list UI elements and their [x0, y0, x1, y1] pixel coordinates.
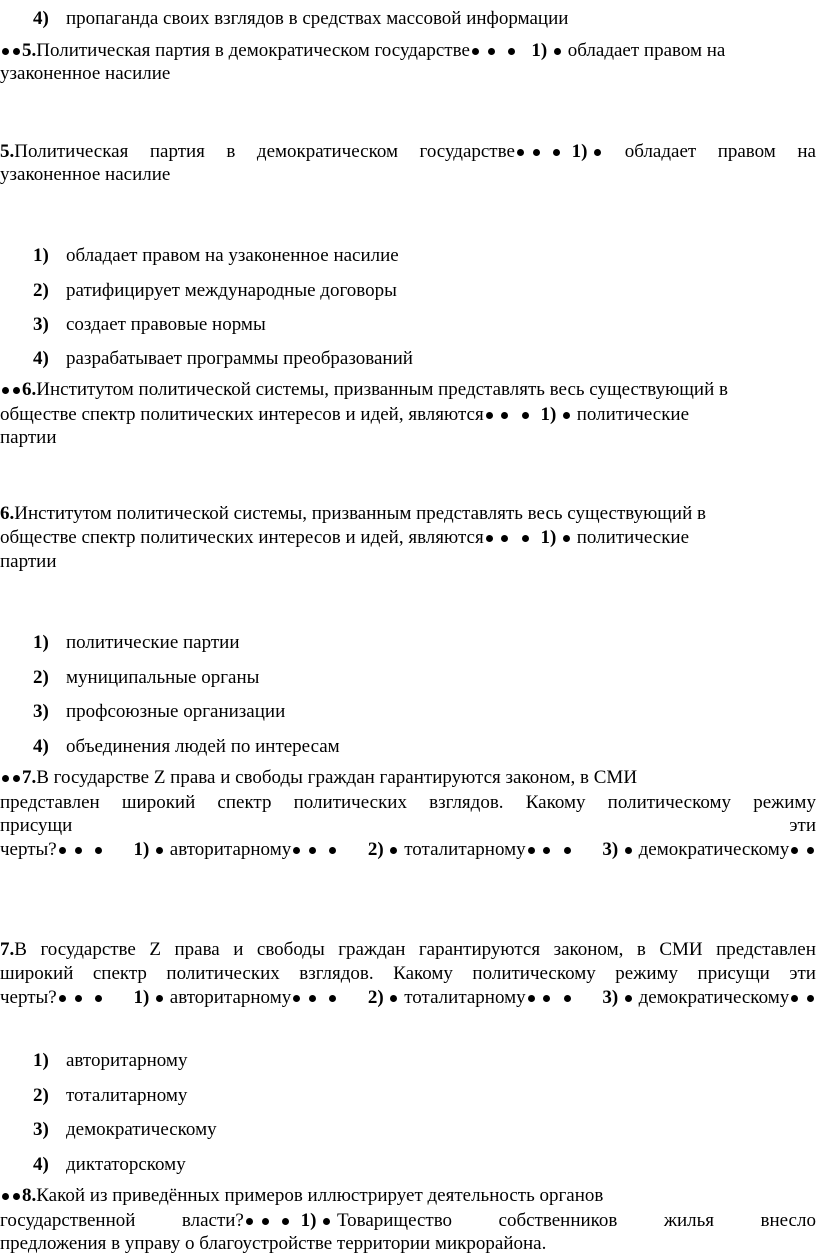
bullet-dot-icon [807, 995, 814, 1002]
q5-dotted-line2: узаконенное насилие [0, 63, 171, 84]
bullet-dot-icon [13, 387, 20, 394]
bullet-dot-icon [522, 412, 529, 419]
bullet-dot-icon [488, 48, 495, 55]
option-text[interactable]: муниципальные органы [66, 667, 260, 688]
q6-dotted-line3: партии [0, 427, 57, 448]
option-number: 2) [33, 280, 49, 301]
bullet-dot-icon [501, 535, 508, 542]
option-text[interactable]: профсоюзные организации [66, 701, 286, 722]
bullet-dot-icon [791, 995, 798, 1002]
bullet-dot-icon [543, 847, 550, 854]
option-text[interactable]: создает правовые нормы [66, 314, 266, 335]
bullet-dot-icon [59, 995, 66, 1002]
q7-clean-line2: широкий спектр политических взглядов. Какому политическому режиму присущи эти [0, 963, 816, 984]
option-number: 1) [33, 245, 49, 266]
option-text[interactable]: авторитарному [66, 1050, 188, 1071]
q7-dotted-line3: присущи эти [0, 815, 816, 836]
q6-dotted-line1: 6.Институтом политической системы, призванным представлять весь существующий в [0, 379, 728, 401]
q7-clean-line3: черты? 1) авторитарному 2) тоталитарному 3) демократическому [0, 987, 816, 1009]
bullet-dot-icon [625, 847, 632, 854]
q7-dotted-line1: 7.В государстве Z права и свободы граждан гарантируются законом, в СМИ [0, 767, 637, 789]
bullet-dot-icon [75, 847, 82, 854]
bullet-dot-icon [293, 847, 300, 854]
bullet-dot-icon [390, 995, 397, 1002]
bullet-dot-icon [13, 775, 20, 782]
option-number: 1) [33, 632, 49, 653]
option-number: 2) [33, 1085, 49, 1106]
option-text[interactable]: обладает правом на узаконенное насилие [66, 245, 399, 266]
bullet-dot-icon [807, 847, 814, 854]
option-text: пропаганда своих взглядов в средствах массовой информации [66, 8, 569, 29]
bullet-dot-icon [472, 48, 479, 55]
bullet-dot-icon [625, 995, 632, 1002]
q7-clean-line1: 7.В государстве Z права и свободы граждан гарантируются законом, в СМИ представлен [0, 939, 816, 960]
bullet-dot-icon [262, 1218, 269, 1225]
bullet-dot-icon [75, 995, 82, 1002]
option-text[interactable]: ратифицирует международные договоры [66, 280, 397, 301]
q8-dotted-line1: 8.Какой из приведённых примеров иллюстрирует деятельность органов [0, 1185, 603, 1207]
option-text[interactable]: объединения людей по интересам [66, 736, 340, 757]
bullet-dot-icon [554, 48, 561, 55]
option-number: 2) [33, 667, 49, 688]
bullet-dot-icon [95, 847, 102, 854]
bullet-dot-icon [563, 535, 570, 542]
bullet-dot-icon [486, 412, 493, 419]
bullet-dot-icon [517, 149, 524, 156]
bullet-dot-icon [2, 775, 9, 782]
bullet-dot-icon [564, 847, 571, 854]
bullet-dot-icon [329, 995, 336, 1002]
bullet-dot-icon [508, 48, 515, 55]
option-number: 4) [33, 736, 49, 757]
option-number: 3) [33, 701, 49, 722]
bullet-dot-icon [2, 1193, 9, 1200]
q8-dotted-line3: предложения в управу о благоустройстве территории микрорайона. [0, 1233, 547, 1254]
bullet-dot-icon [246, 1218, 253, 1225]
q6-clean-line2: обществе спектр политических интересов и идей, являются 1) политические [0, 527, 690, 548]
bullet-dot-icon [564, 995, 571, 1002]
bullet-dot-icon [59, 847, 66, 854]
bullet-dot-icon [2, 387, 9, 394]
option-number: 3) [33, 314, 49, 335]
bullet-dot-icon [293, 995, 300, 1002]
bullet-dot-icon [329, 847, 336, 854]
bullet-dot-icon [553, 149, 560, 156]
bullet-dot-icon [95, 995, 102, 1002]
option-text[interactable]: диктаторскому [66, 1154, 186, 1175]
bullet-dot-icon [543, 995, 550, 1002]
bullet-dot-icon [486, 535, 493, 542]
bullet-dot-icon [309, 995, 316, 1002]
option-number: 3) [33, 1119, 49, 1140]
q5-clean-line2: узаконенное насилие [0, 164, 171, 185]
option-number: 4) [33, 1154, 49, 1175]
bullet-dot-icon [533, 149, 540, 156]
bullet-dot-icon [13, 48, 20, 55]
bullet-dot-icon [522, 535, 529, 542]
q6-clean-line1: 6.Институтом политической системы, призванным представлять весь существующий в [0, 503, 706, 524]
bullet-dot-icon [791, 847, 798, 854]
option-number: 4) [33, 8, 49, 29]
option-text[interactable]: демократическому [66, 1119, 217, 1140]
q5-clean-line1: 5.Политическая партия в демократическом государстве 1) обладает правом на [0, 141, 816, 162]
bullet-dot-icon [2, 48, 9, 55]
bullet-dot-icon [528, 847, 535, 854]
bullet-dot-icon [323, 1218, 330, 1225]
option-text[interactable]: разрабатывает программы преобразований [66, 348, 413, 369]
option-text[interactable]: тоталитарному [66, 1085, 188, 1106]
q8-dotted-line2: государственной власти? 1) Товарищество собственников жилья внесло [0, 1210, 816, 1231]
bullet-dot-icon [13, 1193, 20, 1200]
bullet-dot-icon [528, 995, 535, 1002]
q6-dotted-line2: обществе спектр политических интересов и идей, являются 1) политические [0, 404, 690, 425]
bullet-dot-icon [501, 412, 508, 419]
q6-clean-line3: партии [0, 551, 57, 572]
bullet-dot-icon [156, 995, 163, 1002]
option-number: 1) [33, 1050, 49, 1071]
option-text[interactable]: политические партии [66, 632, 240, 653]
bullet-dot-icon [594, 149, 601, 156]
bullet-dot-icon [390, 847, 397, 854]
bullet-dot-icon [563, 412, 570, 419]
q7-dotted-line4: черты? 1) авторитарному 2) тоталитарному 3) демократическому [0, 839, 816, 861]
bullet-dot-icon [309, 847, 316, 854]
q7-dotted-line2: представлен широкий спектр политических взглядов. Какому политическому режиму [0, 792, 816, 813]
bullet-dot-icon [282, 1218, 289, 1225]
option-number: 4) [33, 348, 49, 369]
bullet-dot-icon [156, 847, 163, 854]
q5-dotted-line1: 5.Политическая партия в демократическом государстве 1) обладает правом на [0, 40, 725, 62]
